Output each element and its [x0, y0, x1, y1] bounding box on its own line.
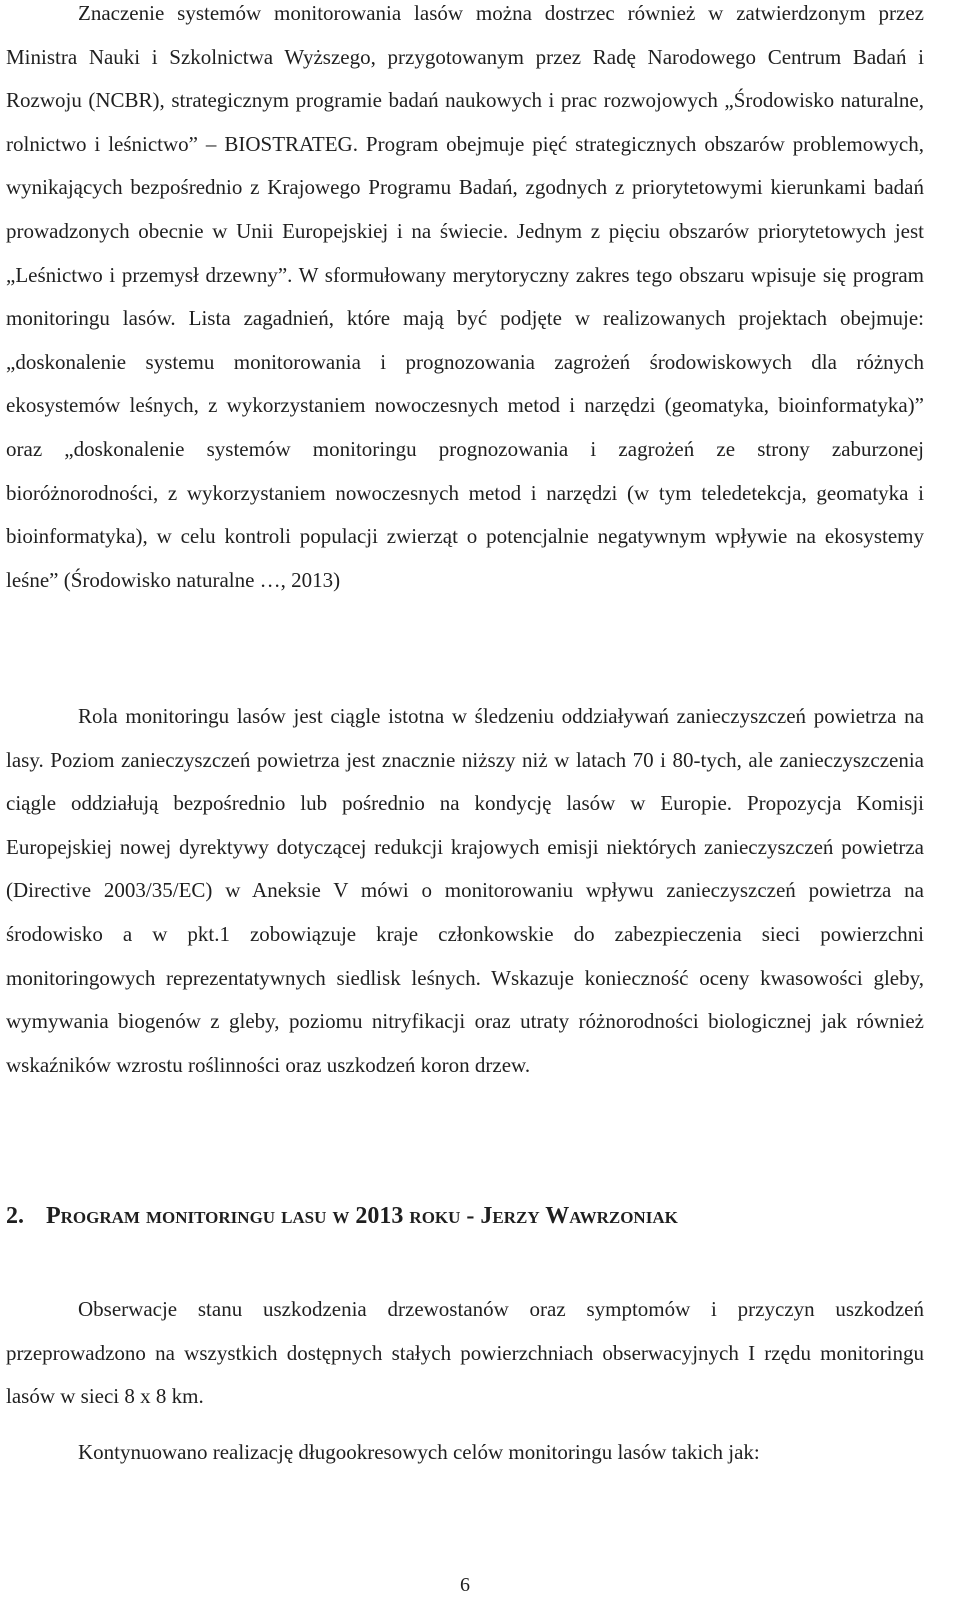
- section-number: 2.: [6, 1203, 24, 1229]
- paragraph-air-pollution: Rola monitoringu lasów jest ciągle istotna w śledzeniu oddziaływań zanieczyszczeń powietrza na lasy. Poziom zanieczyszczeń powietrza jest znacznie niższy niż w latach 70 i 80-tych, ale zanieczyszczenia ciągle oddziałują bezpośrednio lub pośrednio na kondycję lasów w Europie. Propozycja Komisji Europejskiej nowej dyrektywy dotyczącej redukcji krajowych emisji niektórych zanieczyszczeń powietrza (Directive 2003/35/EC) w Aneksie V mówi o monitorowaniu wpływu zanieczyszczeń powietrza na środowisko a w pkt.1 zobowiązuje kraje członkowskie do zabezpieczenia sieci powierzchni monitoringowych reprezentatywnych siedlisk leśnych. Wskazuje konieczność oceny kwasowości gleby, wymywania biogenów z gleby, poziomu nitryfikacji oraz utraty różnorodności biologicznej jak również wskaźników wzrostu roślinności oraz uszkodzeń koron drzew.: [6, 704, 924, 1077]
- paragraph-observations: Obserwacje stanu uszkodzenia drzewostanów oraz symptomów i przyczyn uszkodzeń przeprowadzono na wszystkich dostępnych stałych powierzchniach obserwacyjnych I rzędu monitoringu lasów w sieci 8 x 8 km.: [6, 1297, 924, 1409]
- document-page: [6, 0, 924, 1624]
- paragraph-biostrateg: Znaczenie systemów monitorowania lasów można dostrzec również w zatwierdzonym przez Ministra Nauki i Szkolnictwa Wyższego, przygotowanym przez Radę Narodowego Centrum Badań i Rozwoju (NCBR), strategicznym programie badań naukowych i prac rozwojowych „Środowisko naturalne, rolnictwo i leśnictwo” – BIOSTRATEG. Program obejmuje pięć strategicznych obszarów problemowych, wynikających bezpośrednio z Krajowego Programu Badań, zgodnych z priorytetowymi kierunkami badań prowadzonych obecnie w Unii Europejskiej i na świecie. Jednym z pięciu obszarów priorytetowych jest „Leśnictwo i przemysł drzewny”. W sformułowany merytoryczny zakres tego obszaru wpisuje się program monitoringu lasów. Lista zagadnień, które mają być podjęte w realizowanych projektach obejmuje: „doskonalenie systemu monitorowania i prognozowania zagrożeń środowiskowych dla różnych ekosystemów leśnych, z wykorzystaniem nowoczesnych metod i narzędzi (geomatyka, bioinformatyka)” oraz „doskonalenie systemów monitoringu prognozowania i zagrożeń ze strony zaburzonej bioróżnorodności, z wykorzystaniem nowoczesnych metod i narzędzi (w tym teledetekcja, geomatyka i bioinformatyka), w celu kontroli populacji zwierząt o potencjalnie negatywnym wpływie na ekosystemy leśne” (Środowisko naturalne …, 2013): [6, 1, 924, 592]
- section-title: Program monitoringu lasu w 2013 roku - Jerzy Wawrzoniak: [46, 1203, 678, 1229]
- section-heading: [6, 1196, 924, 1236]
- page-number: 6: [460, 1574, 470, 1596]
- paragraph-goals: Kontynuowano realizację długookresowych celów monitoringu lasów takich jak:: [78, 1440, 760, 1464]
